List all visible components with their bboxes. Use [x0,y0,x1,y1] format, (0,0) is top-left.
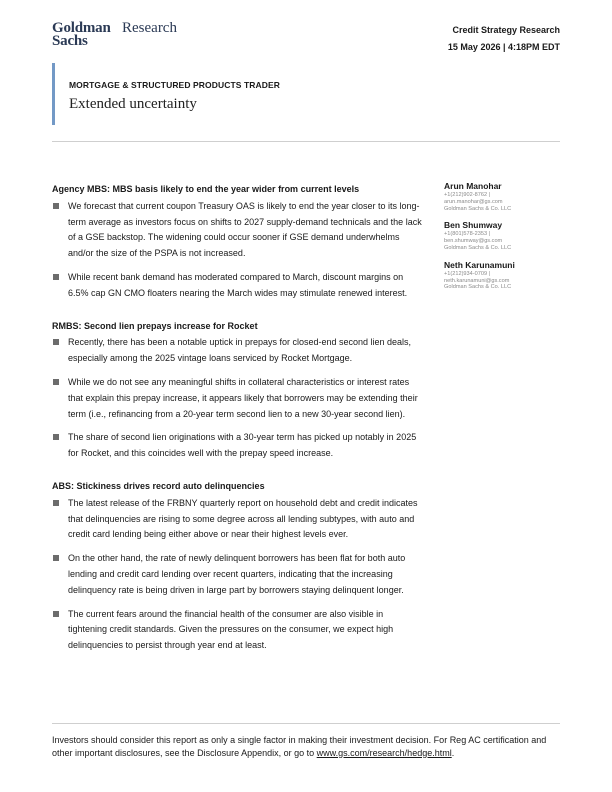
disclosure-text: Investors should consider this report as only a single factor in making their investment decision. For Reg AC certification and other important disclosures, see the Disclosure Appendix, or go to [52,735,547,758]
author-email[interactable]: arun.manohar@gs.com [444,198,503,205]
author-firm: Goldman Sachs & Co. LLC [444,205,512,212]
author-card [444,260,559,291]
bullet-text: While we do not see any meaningful shifts in collateral characteristics or interest rates that explain this prepay increase, it appears likely that borrowers may be extending their term (i.e., refinancing from a 20-year term second lien to a new 30-year second lien). [68,376,418,419]
bullet-text: The latest release of the FRBNY quarterly report on household debt and credit indicates that delinquencies are rising to some degree across all lending subtypes, with auto and credit card lending being either above or near their highest levels ever. [68,497,418,540]
author-firm: Goldman Sachs & Co. LLC [444,244,512,251]
bullet-item [52,607,422,654]
disclosure-link[interactable]: www.gs.com/research/hedge.html [316,747,452,758]
bullet-text: The current fears around the financial health of the consumer are also visible in tightening credit standards. Given the pressures on the consumer, we expect high delinquencies to persist through year end at least. [68,608,394,651]
bullet-square-icon [53,611,59,617]
bullet-text: We forecast that current coupon Treasury OAS is likely to end the year closer to its long-term average as investors focus on shifts to 2027 supply-demand technicals and the lack of a GSE backstop. The widening could occur sooner if GSE demand underwhelms and/or the size of the PSPA is not increased. [68,200,422,259]
author-name: Neth Karunamuni [444,259,515,270]
bullet-item [52,430,422,462]
author-card [444,220,559,251]
goldman-sachs-logo [52,20,177,49]
section-abs [52,479,422,654]
author-phone: +1(212)934-0709 | [444,270,491,277]
title-accent-bar [52,63,55,125]
bullet-square-icon [53,379,59,385]
section-heading: Agency MBS: MBS basis likely to end the year wider from current levels [52,184,360,194]
disclosure-link-suffix: . [451,747,455,758]
header-divider [52,141,560,142]
bullet-list [52,199,422,302]
brand-research-label: Research [122,20,177,36]
report-type: Credit Strategy Research [452,25,560,35]
bullet-square-icon [53,339,59,345]
bullet-text: On the other hand, the rate of newly delinquent borrowers has been flat for both auto lending and credit card lending over recent quarters, indicating that the increasing delinquency rate is being driven in large part by borrowers staying delinquent longer. [68,553,406,595]
report-body [52,182,422,671]
bullet-item [52,335,422,367]
section-rmbs [52,319,422,462]
brand-name-line1: Goldman [52,20,111,36]
author-firm: Goldman Sachs & Co. LLC [444,284,512,291]
bullet-square-icon [53,555,59,561]
report-meta [448,22,560,56]
disclosure-footer [52,734,562,759]
bullet-square-icon [53,203,59,209]
bullet-item [52,199,422,262]
bullet-text: While recent bank demand has moderated compared to March, discount margins on 6.5% cap GN CMO floaters nearing the March wides may stimulate renewed interest. [68,271,408,298]
author-phone: +1(801)578-2353 | [444,231,491,238]
author-panel [444,181,559,299]
footer-divider [52,723,560,724]
bullet-square-icon [53,500,59,506]
bullet-item [52,270,422,302]
bullet-item [52,375,422,422]
author-name: Arun Manohar [444,181,502,191]
bullet-list [52,335,422,462]
author-email[interactable]: ben.shumway@gs.com [444,238,503,245]
report-series: MORTGAGE & STRUCTURED PRODUCTS TRADER [69,80,281,90]
section-heading: RMBS: Second lien prepays increase for Rocket [52,320,258,331]
author-card [444,181,559,212]
bullet-list [52,496,422,654]
bullet-square-icon [53,434,59,440]
report-datetime: 15 May 2026 | 4:18PM EDT [447,42,560,52]
brand-name-line2: Sachs [52,33,88,49]
bullet-text: The share of second lien originations with a 30-year term has picked up notably in 2025 for Rocket, and this coincides well with the prepay speed increase. [68,432,417,459]
bullet-text: Recently, there has been a notable uptick in prepays for closed-end second lien deals, especially among the 2025 vintage loans serviced by Rocket Mortgage. [68,337,412,364]
report-title: Extended uncertainty [69,96,197,112]
bullet-item [52,496,422,543]
bullet-item [52,551,422,598]
section-agency-mbs [52,182,422,302]
author-phone: +1(212)902-8762 | [444,192,491,198]
author-name: Ben Shumway [444,220,503,231]
section-heading: ABS: Stickiness drives record auto delinquencies [52,480,265,491]
bullet-square-icon [53,274,59,280]
author-email[interactable]: neth.karunamuni@gs.com [444,277,510,284]
